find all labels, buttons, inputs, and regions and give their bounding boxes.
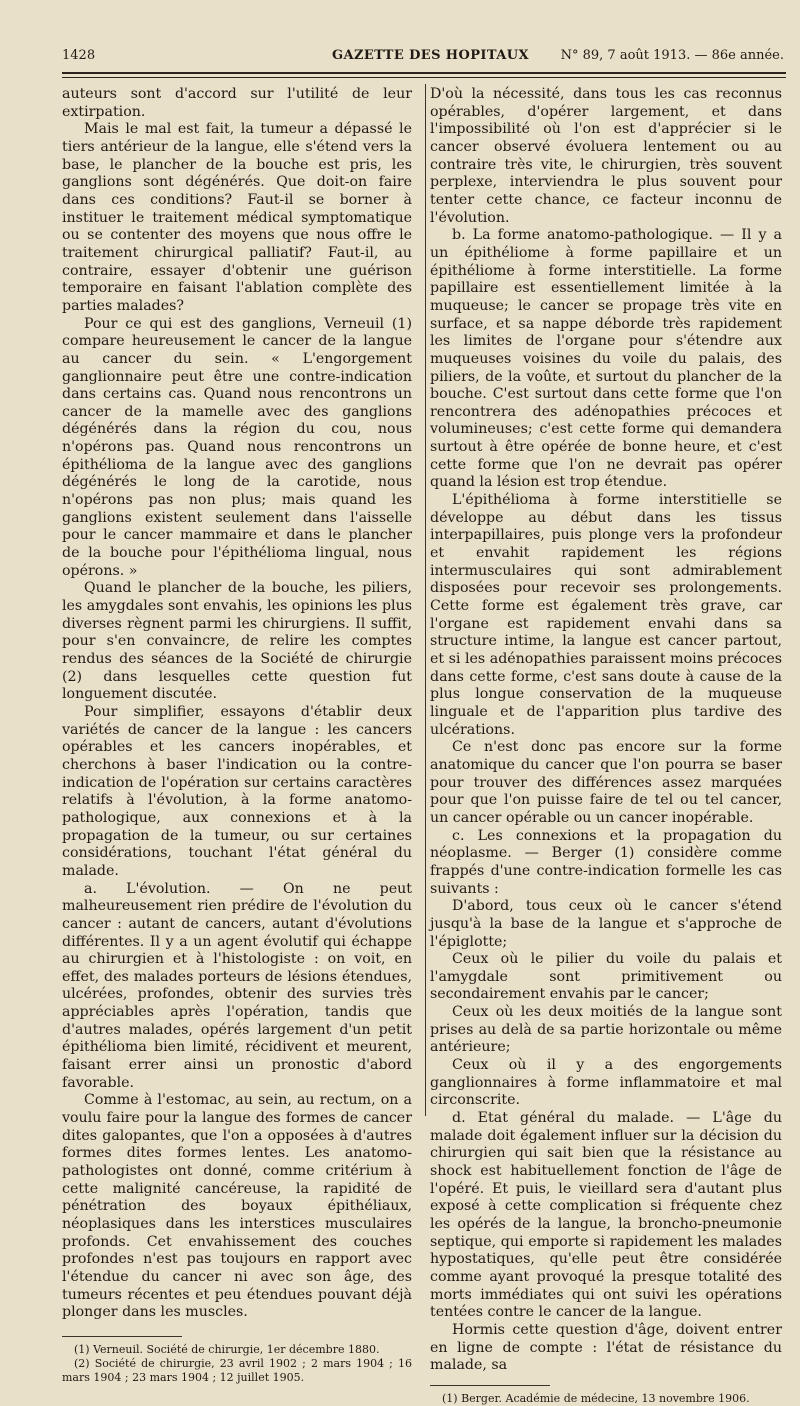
- paragraph: D'abord, tous ceux où le cancer s'étend jusqu'à la base de la langue et s'approche de l'épiglotte;: [430, 898, 782, 950]
- column-divider: [425, 84, 426, 1116]
- paragraph: D'où la nécessité, dans tous les cas reconnus opérables, d'opérer largement, et dans l'impossibilité où l'on est d'apprécier si le cancer observé évoluera lentement ou au contraire très vite, le chirurgien, très souvent perplexe, interviendra le plus souvent pour tenter cette chance, ce facteur inconnu de l'évolution.: [430, 86, 782, 226]
- paragraph: Ceux où il y a des engorgements ganglionnaires à forme inflammatoire et mal circonscrite.: [430, 1057, 782, 1109]
- header-rule-thick: [62, 72, 786, 74]
- paragraph: Ceux où les deux moitiés de la langue sont prises au delà de sa partie horizontale ou même antérieure;: [430, 1004, 782, 1056]
- paragraph: Ce n'est donc pas encore sur la forme anatomique du cancer que l'on pourra se baser pour trouver des différences assez marquées pour que l'on puisse faire de tel ou tel cancer, un cancer opérable ou un cancer inopérable.: [430, 739, 782, 826]
- paragraph: Pour ce qui est des ganglions, Verneuil (1) compare heureusement le cancer de la langue au cancer du sein. « L'engorgement ganglionnaire peut être une contre-indication dans certains cas. Quand nous rencontrons un cancer de la mamelle avec des ganglions dégénérés dans la région du cou, nous n'opérons pas. Quand nous rencontrons un épithélioma de la langue avec des ganglions dégénérés le long de la carotide, nous n'opérons pas non plus; mais quand les ganglions existent seulement dans l'aisselle pour le cancer mammaire et dans le plancher de la bouche pour l'épithélioma lingual, nous opérons. »: [62, 315, 412, 579]
- left-column: [62, 86, 412, 1385]
- paragraph: Hormis cette question d'âge, doivent entrer en ligne de compte : l'état de résistance du malade, sa: [430, 1321, 782, 1374]
- right-column: [430, 86, 782, 1406]
- footnote-rule: [430, 1385, 550, 1386]
- section-a-evolution: a. L'évolution. — On ne peut malheureusement rien prédire de l'évolution du cancer : autant de cancers, autant d'évolutions différentes. Il y a un agent évolutif qui échappe au chirurgien et à l'histologiste : on voit, en effet, des malades porteurs de lésions étendues, ulcérées, profondes, obtenir des survies très appréciables après l'opération, tandis que d'autres malades, opérés largement d'un petit épithélioma bien limité, récidivent et meurent, faisant errer ainsi un pronostic d'abord favorable.: [62, 880, 412, 1091]
- footnote: (2) Société de chirurgie, 23 avril 1902 ; 2 mars 1904 ; 16 mars 1904 ; 23 mars 1904 ; 12 juillet 1905.: [62, 1356, 412, 1384]
- paragraph: Ceux où le pilier du voile du palais et l'amygdale sont primitivement ou secondairement envahis par le cancer;: [430, 951, 782, 1003]
- footnote: (1) Berger. Académie de médecine, 13 novembre 1906.: [442, 1391, 750, 1405]
- paragraph: Pour simplifier, essayons d'établir deux variétés de cancer de la langue : les cancers opérables et les cancers inopérables, et cherchons à baser l'indication ou la contre-indication de l'opération sur certains caractères relatifs à l'évolution, à la forme anatomo-pathologique, aux connexions et à la propagation de la tumeur, ou sur certaines considérations, touchant l'état général du malade.: [62, 703, 412, 879]
- section-b-forme: b. La forme anatomo-pathologique. — Il y a un épithéliome à forme papillaire et un épithéliome à forme interstitielle. La forme papillaire est essentiellement limitée à la muqueuse; le cancer se propage très vite en surface, et sa nappe déborde très rapidement les limites de l'organe pour s'étendre aux muqueuses voisines du voile du palais, des piliers, de la voûte, et surtout du plancher de la bouche. C'est surtout dans cette forme que l'on rencontrera des adénopathies précoces et volumineuses; c'est cette forme qui demandera surtout à être opérée de bonne heure, et c'est cette forme que l'on ne devrait pas opérer quand la lésion est trop étendue.: [430, 227, 782, 491]
- page-header: [62, 44, 784, 70]
- journal-title: GAZETTE DES HOPITAUX: [332, 48, 529, 63]
- footnote: (1) Verneuil. Société de chirurgie, 1er décembre 1880.: [74, 1342, 380, 1356]
- paragraph: Comme à l'estomac, au sein, au rectum, on a voulu faire pour la langue des formes de cancer dites galopantes, que l'on a opposées à d'autres formes dites formes lentes. Les anatomo-pathologistes ont donné, comme critérium à cette malignité cancéreuse, la rapidité de pénétration des boyaux épithéliaux, néoplasiques dans les interstices musculaires profonds. Cet envahissement des couches profondes n'est pas toujours en rapport avec l'étendue du cancer ni avec son âge, des tumeurs récentes et peu étendues pouvant déjà plonger dans les muscles.: [62, 1092, 412, 1321]
- issue-info: N° 89, 7 août 1913. — 86e année.: [560, 48, 784, 63]
- header-rule-thin: [62, 77, 786, 78]
- paragraph: Mais le mal est fait, la tumeur a dépassé le tiers antérieur de la langue, elle s'étend vers la base, le plancher de la bouche est pris, les ganglions sont dégénérés. Que doit-on faire dans ces conditions? Faut-il se borner à instituer le traitement médical symptomatique ou se contenter des moyens que nous offre le traitement chirurgical palliatif? Faut-il, au contraire, essayer d'obtenir une guérison temporaire en faisant l'ablation complète des parties malades?: [62, 121, 412, 314]
- page-number: 1428: [62, 48, 96, 63]
- footnote-rule: [62, 1336, 182, 1337]
- section-d-etat-general: d. Etat général du malade. — L'âge du malade doit également influer sur la décision du chirurgien qui sait bien que la résistance au shock est habituellement fonction de l'âge de l'opéré. Et puis, le vieillard sera d'autant plus exposé à cette complication si fréquente chez les opérés de la langue, la broncho-pneumonie septique, qui emporte si rapidement les malades hypostatiques, qu'elle peut être considérée comme ayant provoqué la presque totalité des morts immédiates qui ont suivi les opérations tentées contre le cancer de la langue.: [430, 1110, 782, 1321]
- paragraph: Quand le plancher de la bouche, les piliers, les amygdales sont envahis, les opinions les plus diverses règnent parmi les chirurgiens. Il suffit, pour s'en convaincre, de relire les comptes rendus des séances de la Société de chirurgie (2) dans lesquelles cette question fut longuement discutée.: [62, 580, 412, 703]
- paragraph: L'épithélioma à forme interstitielle se développe au début dans les tissus interpapillaires, puis plonge vers la profondeur et envahit rapidement les régions intermusculaires qui sont admirablement disposées pour recevoir ses prolongements. Cette forme est également très grave, car l'organe est rapidement envahi dans sa structure intime, la langue est cancer partout, et si les adénopathies paraissent moins précoces dans cette forme, c'est sans doute à cause de la plus longue conservation de la muqueuse linguale et de l'apparition plus tardive des ulcérations.: [430, 492, 782, 738]
- section-c-connexions: c. Les connexions et la propagation du néoplasme. — Berger (1) considère comme frappés d'une contre-indication formelle les cas suivants :: [430, 827, 782, 897]
- paragraph: auteurs sont d'accord sur l'utilité de leur extirpation.: [62, 86, 412, 120]
